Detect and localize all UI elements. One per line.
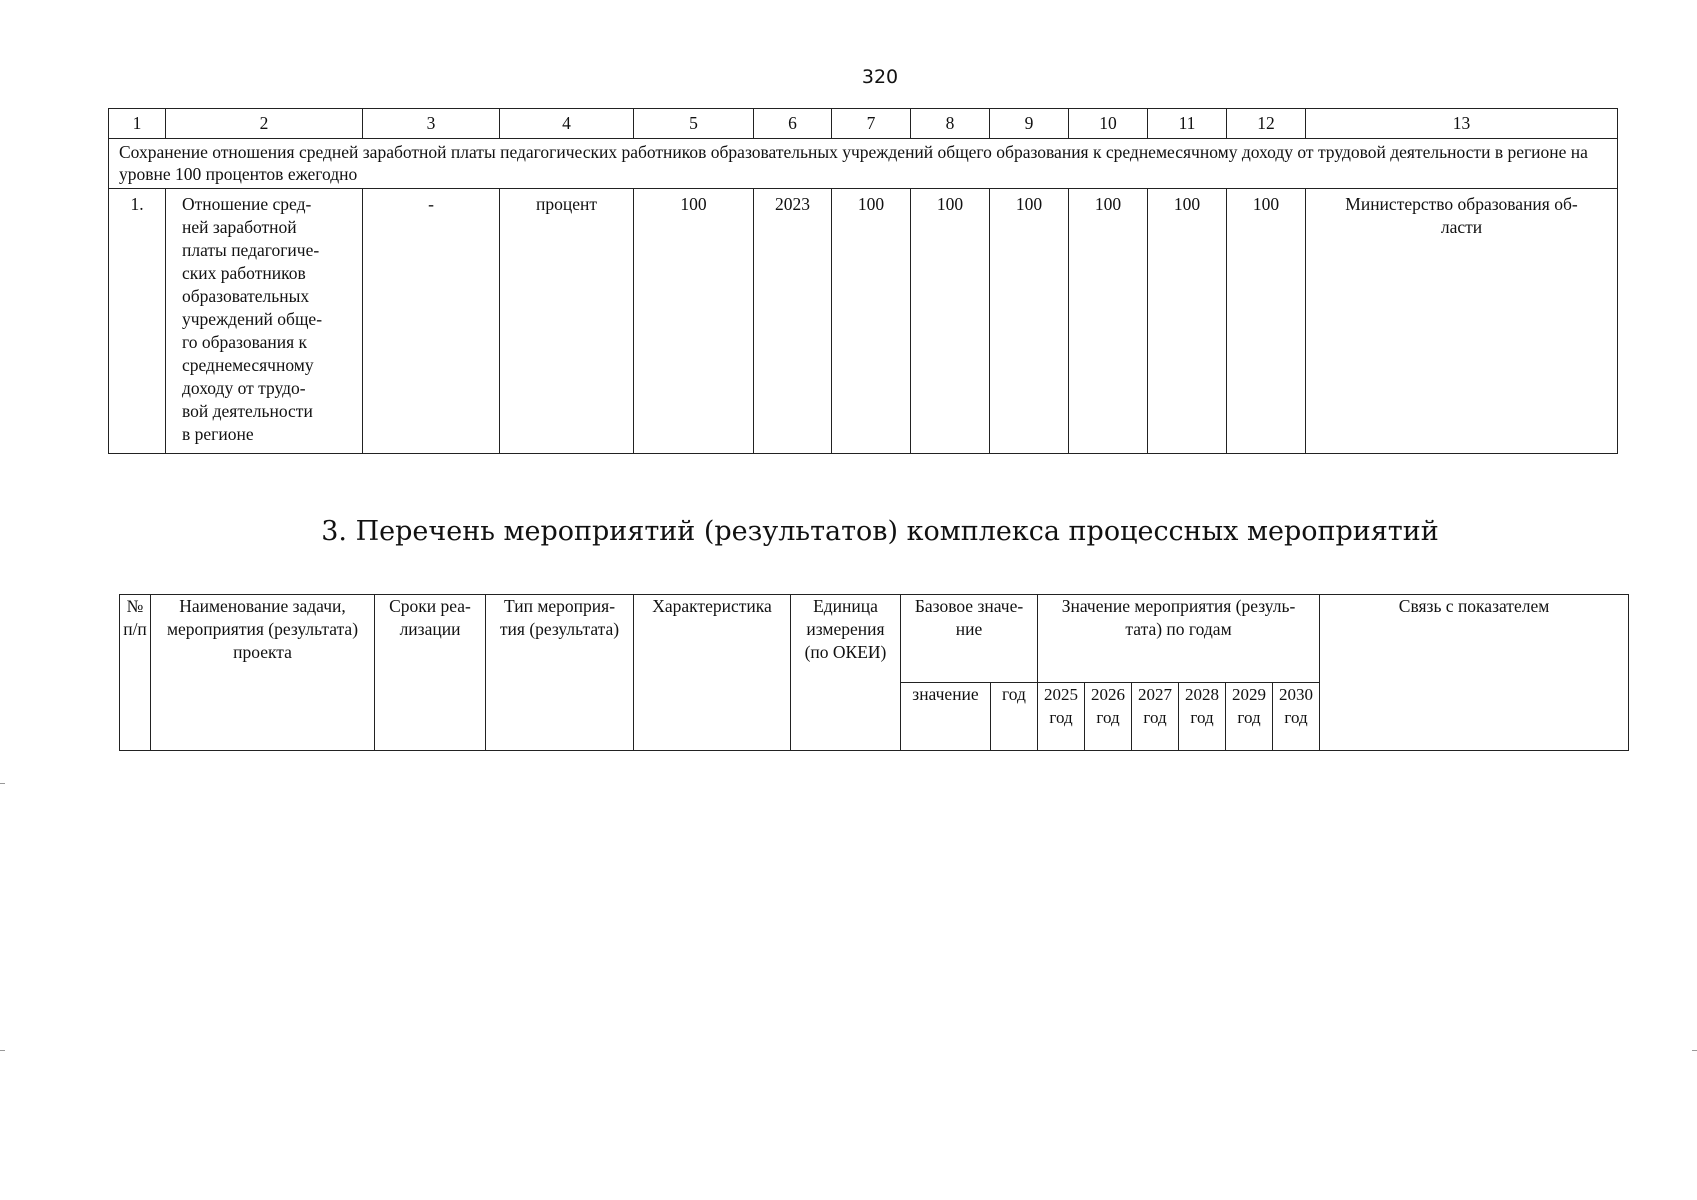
- indicator-name-line: Отношение сред-: [182, 194, 312, 214]
- col-number: 7: [832, 109, 911, 139]
- type-header: [486, 595, 634, 751]
- indicator-name-line: учреждений обще-: [182, 309, 323, 329]
- responsible-cell: [1306, 189, 1618, 454]
- col-number: 8: [911, 109, 990, 139]
- year-header: [1179, 683, 1226, 751]
- num-header-line: п/п: [123, 619, 147, 639]
- year-header: [1132, 683, 1179, 751]
- col-number: 10: [1069, 109, 1148, 139]
- col-number: 11: [1148, 109, 1227, 139]
- base-value-subheader: значение: [901, 683, 991, 751]
- base-header-line: ние: [955, 619, 983, 639]
- indicator-name-line: среднемесячному: [182, 355, 314, 375]
- col-number: 5: [634, 109, 754, 139]
- col-number: 13: [1306, 109, 1618, 139]
- col-number: 3: [363, 109, 500, 139]
- values-header-line: Значение мероприятия (резуль-: [1061, 596, 1296, 616]
- value-cell: 100: [1227, 189, 1306, 454]
- year-number: 2027: [1138, 685, 1172, 704]
- responsible-line: Министерство образования об-: [1345, 194, 1578, 214]
- activities-table: [119, 594, 1629, 751]
- indicator-name-line: образовательных: [182, 286, 310, 306]
- col-number: 12: [1227, 109, 1306, 139]
- scan-mark: [1692, 1050, 1697, 1051]
- year-word: год: [1284, 708, 1308, 727]
- value-cell: 100: [990, 189, 1069, 454]
- indicator-name-line: доходу от трудо-: [182, 378, 306, 398]
- year-word: год: [1096, 708, 1120, 727]
- unit-header-line: Единица: [813, 596, 878, 616]
- name-header-line: Наименование задачи,: [179, 596, 346, 616]
- year-number: 2029: [1232, 685, 1266, 704]
- table-row: [109, 189, 1618, 454]
- col-number: 9: [990, 109, 1069, 139]
- col-number: 4: [500, 109, 634, 139]
- indicators-table: [108, 108, 1618, 454]
- name-header-line: мероприятия (результата): [166, 619, 359, 639]
- name-header-line: проекта: [233, 642, 292, 662]
- characteristic-header: Характеристика: [634, 595, 791, 751]
- indicator-name-line: платы педагогиче-: [182, 240, 320, 260]
- term-header: [375, 595, 486, 751]
- year-number: 2025: [1044, 685, 1078, 704]
- year-number: 2028: [1185, 685, 1219, 704]
- type-header-line: тия (результата): [499, 619, 620, 639]
- section-title: 3. Перечень мероприятий (результатов) комплекса процессных мероприятий: [321, 516, 1439, 547]
- indicator-name-line: вой деятельности: [182, 401, 313, 421]
- type-header-line: Тип мероприя-: [503, 596, 616, 616]
- term-header-line: Сроки реа-: [389, 596, 471, 616]
- num-header: [120, 595, 151, 751]
- scan-mark: [0, 783, 5, 784]
- year-number: 2030: [1279, 685, 1314, 704]
- unit-header: [791, 595, 901, 751]
- base-value-cell: 100: [634, 189, 754, 454]
- indicator-name-line: в регионе: [182, 424, 254, 444]
- values-header-line: тата) по годам: [1125, 619, 1232, 639]
- year-header: [1085, 683, 1132, 751]
- year-header: [1038, 683, 1085, 751]
- year-word: год: [1190, 708, 1214, 727]
- name-header: [151, 595, 375, 751]
- indicator-level-cell: -: [363, 189, 500, 454]
- base-year-cell: 2023: [754, 189, 832, 454]
- term-header-line: лизации: [399, 619, 461, 639]
- goal-row: [109, 139, 1618, 189]
- scan-mark: [0, 1050, 5, 1051]
- values-by-year-header: [1038, 595, 1320, 683]
- indicator-name-line: ских работников: [182, 263, 306, 283]
- col-number: 6: [754, 109, 832, 139]
- responsible-line: ласти: [1440, 217, 1483, 237]
- value-cell: 100: [1148, 189, 1227, 454]
- base-header-line: Базовое значе-: [914, 596, 1024, 616]
- num-header-line: №: [126, 596, 144, 616]
- year-word: год: [1049, 708, 1073, 727]
- value-cell: 100: [911, 189, 990, 454]
- page-number: 320: [861, 66, 899, 88]
- year-header: [1273, 683, 1320, 751]
- indicator-name-line: го образования к: [182, 332, 308, 352]
- value-cell: 100: [1069, 189, 1148, 454]
- unit-cell: процент: [500, 189, 634, 454]
- col-number: 2: [166, 109, 363, 139]
- year-word: год: [1237, 708, 1261, 727]
- year-word: год: [1143, 708, 1167, 727]
- base-year-subheader: год: [991, 683, 1038, 751]
- year-header: [1226, 683, 1273, 751]
- column-number-row: [109, 109, 1618, 139]
- indicator-name-line: ней заработной: [182, 217, 297, 237]
- goal-text: Сохранение отношения средней заработной платы педагогических работников образовательных учреждений общего образования к среднемесячному доходу от трудовой деятельности в регионе на уровне 100 процентов ежегодно: [109, 139, 1618, 189]
- row-number: 1.: [109, 189, 166, 454]
- unit-header-line: (по ОКЕИ): [804, 642, 887, 662]
- base-value-header: [901, 595, 1038, 683]
- col-number: 1: [109, 109, 166, 139]
- link-header: Связь с показателем: [1320, 595, 1629, 751]
- value-cell: 100: [832, 189, 911, 454]
- year-number: 2026: [1091, 685, 1125, 704]
- unit-header-line: измерения: [806, 619, 885, 639]
- indicator-name: [166, 189, 363, 454]
- header-row: [120, 595, 1629, 683]
